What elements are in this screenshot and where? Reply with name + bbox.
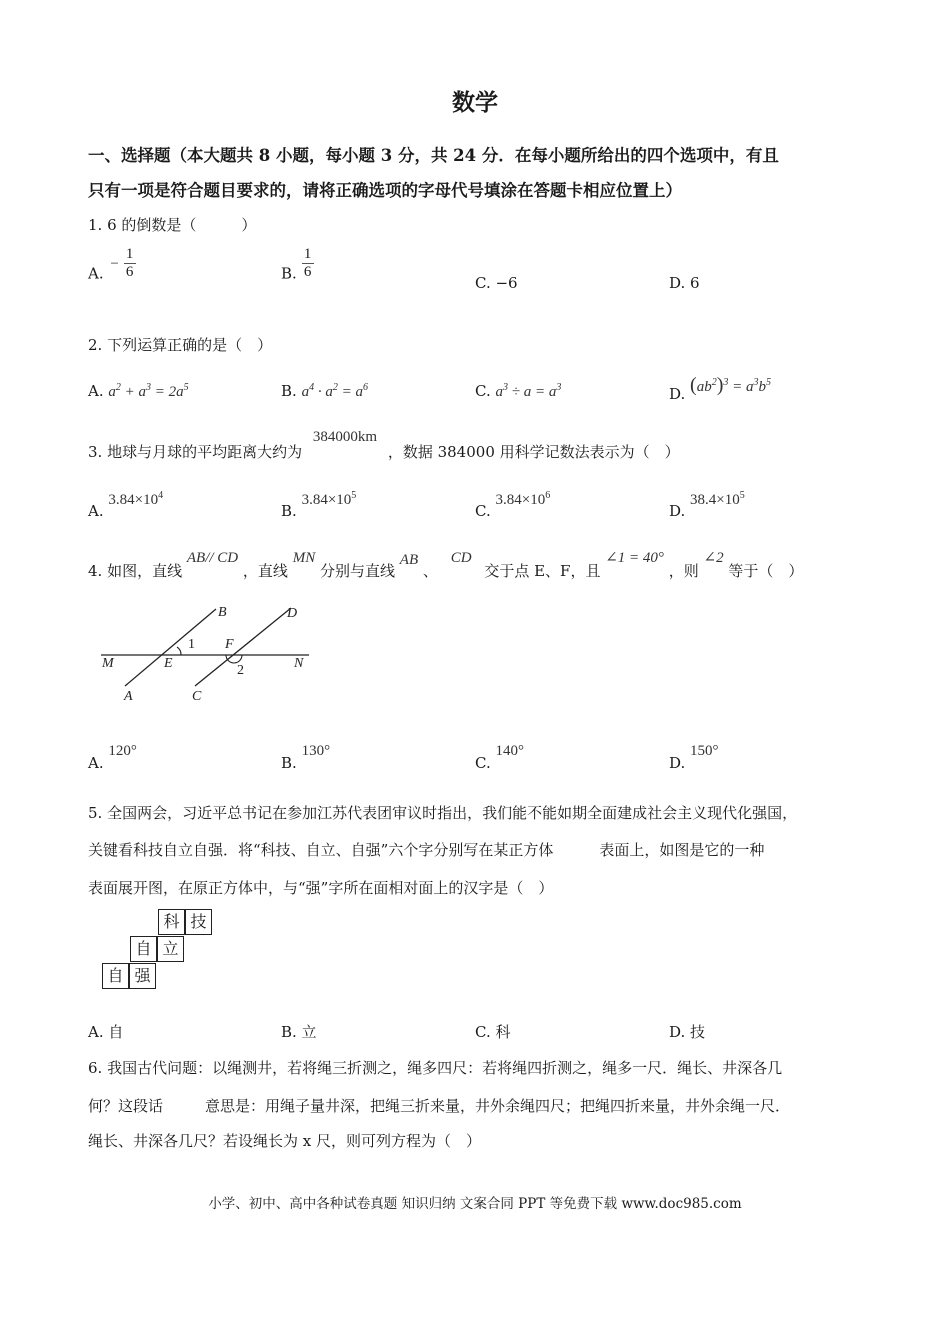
q5-line2b: 表面上，如图是它的一种 <box>599 841 765 859</box>
q3-option-b-label: B. <box>281 502 297 520</box>
angle1-arc <box>177 647 181 655</box>
page-title: 数学 <box>452 89 498 116</box>
q6-line1: 6. 我国古代问题：以绳测井，若将绳三折测之，绳多四尺：若将绳四折测之，绳多一尺．绳长、井深各几 <box>88 1059 783 1077</box>
q4-option-a-label: A. <box>88 754 104 772</box>
q4-math-ab: AB <box>399 552 419 568</box>
q3-distance: 384000km <box>312 429 378 445</box>
q4-math-cd: CD <box>450 550 472 566</box>
q4-option-c <box>475 741 524 772</box>
q4-option-a-value: 120° <box>108 743 137 759</box>
q1-option-b-label: B. <box>281 264 297 283</box>
q5-option-a: A. 自 <box>88 1023 124 1041</box>
q2-option-c-label: C. <box>475 382 491 400</box>
q1-option-a-den: 6 <box>125 264 134 280</box>
section-heading-line1: 一、选择题（本大题共 8 小题，每小题 3 分，共 24 分．在每小题所给出的四个选项中，有且 <box>88 146 779 165</box>
q2-option-a <box>88 382 189 401</box>
q2-option-a-label: A. <box>88 382 104 400</box>
q1-option-c: C. −6 <box>475 274 518 292</box>
label-c: C <box>192 689 202 704</box>
q4-option-b <box>281 741 330 772</box>
q2-option-b <box>281 382 368 401</box>
q2-option-d <box>669 374 771 403</box>
page-footer: 小学、初中、高中各种试卷真题 知识归纳 文案合同 PPT 等免费下载 www.doc985.com <box>208 1196 742 1212</box>
net-cell-ke: 科 <box>158 909 185 935</box>
q4-math-angle2: ∠2 <box>703 550 724 566</box>
section-heading-line2: 只有一项是符合题目要求的，请将正确选项的字母代号填涂在答题卡相应位置上） <box>88 181 682 200</box>
q3-stem-a: 3. 地球与月球的平均距离大约为 <box>88 443 303 461</box>
q5-option-c: C. 科 <box>475 1023 511 1041</box>
q4-option-b-label: B. <box>281 754 297 772</box>
q4-stem-1: 4. 如图，直线 <box>88 562 183 580</box>
net-cell-ji: 技 <box>185 909 212 935</box>
q4-stem-3: 分别与直线 <box>319 562 395 580</box>
q4-option-b-value: 130° <box>301 743 331 759</box>
q4-stem <box>88 550 804 581</box>
label-n: N <box>294 656 304 671</box>
q1-option-b-den: 6 <box>303 264 312 280</box>
q1-option-a <box>88 246 136 283</box>
q1-stem: 1. 6 的倒数是（ ） <box>88 216 257 234</box>
q3-option-c-value: $3.84\times 10^6$ <box>495 490 551 508</box>
q4-stem-5: 交于点 E、F，且 <box>484 562 601 580</box>
label-angle2: 2 <box>237 663 244 678</box>
q5-line3: 表面展开图，在原正方体中，与“强”字所在面相对面上的汉字是（ ） <box>88 879 554 897</box>
q2-stem: 2. 下列运算正确的是（ ） <box>88 336 273 354</box>
q4-stem-4: 、 <box>422 562 438 580</box>
q3-option-c <box>475 490 550 520</box>
q5-line2 <box>88 839 764 860</box>
q4-option-d-label: D. <box>669 754 686 772</box>
q3-option-d <box>669 490 745 520</box>
q6-line2b: 意思是：用绳子量井深，把绳三折来量，井外余绳四尺；把绳四折来量，井外余绳一尺． <box>205 1097 791 1115</box>
q6-line2a: 何？这段话 <box>88 1097 164 1115</box>
label-b: B <box>218 605 227 620</box>
q4-stem-2: ，直线 <box>242 562 288 580</box>
label-angle1: 1 <box>188 637 195 652</box>
q4-option-c-label: C. <box>475 754 491 772</box>
label-e: E <box>164 656 173 671</box>
q1-option-b-num: 1 <box>303 246 312 262</box>
q5-line2a: 关键看科技自立自强．将“科技、自立、自强”六个字分别写在某正方体 <box>88 841 554 859</box>
q4-stem-6: ，则 <box>668 562 699 580</box>
q1-option-a-fraction <box>124 246 136 281</box>
net-cell-zi-upper: 自 <box>130 936 157 962</box>
q1-option-a-label: A. <box>88 264 104 283</box>
q4-option-c-value: 140° <box>495 743 524 759</box>
q3-option-c-label: C. <box>475 502 491 520</box>
label-a: A <box>124 689 133 704</box>
label-f: F <box>225 637 234 652</box>
q4-math-mn: MN <box>292 550 316 566</box>
q3-stem <box>88 429 680 462</box>
q4-math-ab-parallel-cd: AB// CD <box>186 550 239 566</box>
net-cell-li: 立 <box>157 936 184 962</box>
q2-option-a-formula: $a^2 + a^3 = 2a^5$ <box>108 382 189 400</box>
q4-option-d-value: 150° <box>690 743 719 759</box>
q3-option-b <box>281 490 356 520</box>
q4-figure <box>95 600 325 710</box>
label-m: M <box>102 656 114 671</box>
q3-option-b-value: $3.84\times 10^5$ <box>301 490 357 508</box>
net-cell-qiang: 强 <box>129 963 156 989</box>
q3-option-a-label: A. <box>88 502 104 520</box>
q2-option-d-label: D. <box>669 385 686 403</box>
net-cell-zi-lower: 自 <box>102 963 129 989</box>
q4-stem-7: 等于（ ） <box>728 562 804 580</box>
line-ab <box>125 609 216 686</box>
q2-option-c-formula: $a^3 \div a = a^3$ <box>495 382 562 400</box>
q5-option-b: B. 立 <box>281 1023 317 1041</box>
q4-math-angle1: ∠1 = 40° <box>605 550 664 566</box>
q3-stem-b: ，数据 384000 用科学记数法表示为（ ） <box>387 443 680 461</box>
q2-option-b-label: B. <box>281 382 297 400</box>
q2-option-d-formula: $(ab^2)^3 = a^3b^5$ <box>690 374 772 396</box>
q3-option-d-value: $38.4\times 10^5$ <box>690 490 745 508</box>
q1-option-d: D. 6 <box>669 274 700 292</box>
q1-option-b <box>281 246 314 283</box>
q3-option-d-label: D. <box>669 502 686 520</box>
q1-option-b-fraction <box>302 246 314 281</box>
q4-option-d <box>669 741 719 772</box>
q5-option-d: D. 技 <box>669 1023 706 1041</box>
q5-line1: 5. 全国两会，习近平总书记在参加江苏代表团审议时指出，我们能不能如期全面建成社会主义现代化强国， <box>88 804 798 822</box>
q3-option-a <box>88 490 163 520</box>
q3-option-a-value: $3.84\times 10^4$ <box>108 490 164 508</box>
label-d: D <box>287 606 298 621</box>
q1-option-a-sign: − <box>110 255 119 272</box>
q2-option-b-formula: $a^4 \cdot a^2 = a^6$ <box>301 382 368 400</box>
q6-line2 <box>88 1095 790 1116</box>
q4-option-a <box>88 741 137 772</box>
q2-option-c <box>475 382 561 401</box>
q6-line3: 绳长、井深各几尺？若设绳长为 x 尺，则可列方程为（ ） <box>88 1132 481 1150</box>
q1-option-a-num: 1 <box>125 246 134 262</box>
